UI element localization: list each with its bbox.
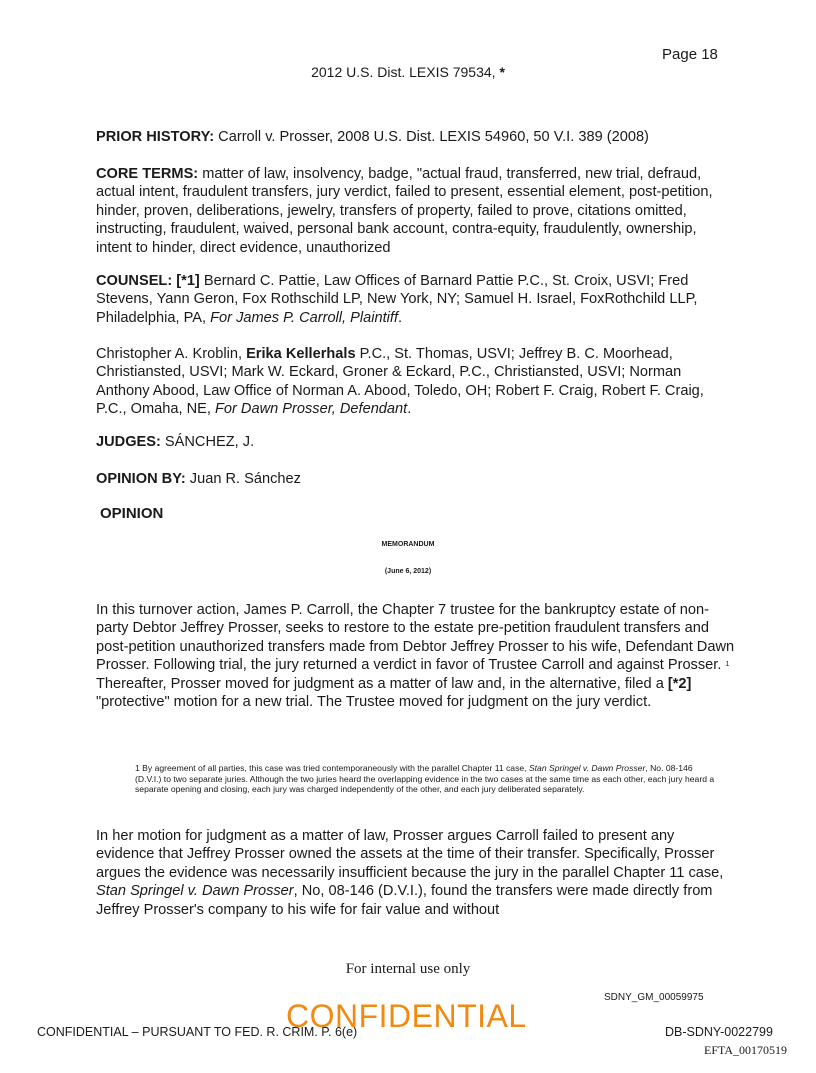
star-page-ref-2: [*2] <box>667 675 692 692</box>
opinion-paragraph-2 <box>96 827 736 919</box>
body1-text-a: In this turnover action, James P. Carroll, the Chapter 7 trustee for the bankruptcy estate of non-party Debtor Jeffrey Prosser, seeks to restore to the estate pre-petition fraudulent transfers and post-petition unauthorized transfers made from Debtor Jeffrey Prosser to his wife, Defendant Dawn Prosser. Following trial, the jury returned a verdict in favor of Trustee Carroll and against Prosser. <box>96 602 735 674</box>
prior-history-label: PRIOR HISTORY: <box>96 129 215 145</box>
citation-text: 2012 U.S. Dist. LEXIS 79534, <box>311 64 496 80</box>
footnote-case: Stan Springel v. Dawn Prosser <box>528 763 646 773</box>
prior-history-text: Carroll v. Prosser, 2008 U.S. Dist. LEXIS 54960, 50 V.I. 389 (2008) <box>214 129 649 145</box>
core-terms <box>96 165 736 257</box>
body1-text-c: "protective" motion for a new trial. The Trustee moved for judgment on the jury verdict. <box>96 694 652 711</box>
judges <box>96 433 736 451</box>
judges-label: JUDGES: <box>96 434 161 450</box>
counsel-defendant <box>96 345 736 419</box>
core-terms-label: CORE TERMS: <box>96 166 199 182</box>
counsel-defendant-text-a: Christopher A. Kroblin, <box>96 346 247 362</box>
bates-number-gm: SDNY_GM_00059975 <box>604 992 704 1003</box>
footnote-text-b: , No. 08-146 (D.V.I.) to two separate juries. Although the two juries heard the overlapping evidence in the two cases at the same time as each other, each jury heard a separate opening and closing, each jury was charged independently of the other, and each jury deliberated separately. <box>135 763 715 795</box>
opinion-by-label: OPINION BY: <box>96 471 186 487</box>
opinion-paragraph-1 <box>96 601 736 711</box>
running-citation <box>0 64 816 80</box>
footnote-marker[interactable]: 1 <box>725 661 730 669</box>
bates-number-db: DB-SDNY-0022799 <box>665 1025 773 1039</box>
counsel-plaintiff-end: . <box>398 309 403 326</box>
opinion-by-text: Juan R. Sánchez <box>185 471 301 487</box>
internal-use-notice: For internal use only <box>345 961 471 977</box>
footnote-text-a: 1 By agreement of all parties, this case was tried contemporaneously with the parallel Chapter 11 case, <box>135 763 529 773</box>
footnote-1 <box>135 763 715 795</box>
counsel-defendant-end: . <box>407 401 412 418</box>
efta-number: EFTA_00170519 <box>704 1043 788 1057</box>
citation-star: * <box>499 64 505 80</box>
counsel-defendant-name: Erika Kellerhals <box>246 346 356 362</box>
counsel-plaintiff-text: Bernard C. Pattie, Law Offices of Barnard Pattie P.C., St. Croix, USVI; Fred Stevens, Yann Geron, Fox Rothschild LP, New York, NY; Samuel H. Israel, FoxRothchild LLP, Philadelphia, PA, <box>96 273 698 326</box>
star-page-ref-1: [*1] <box>176 273 200 289</box>
body2-text-a: In her motion for judgment as a matter of law, Prosser argues Carroll failed to present any evidence that Jeffrey Prosser owned the assets at the time of their transfer. Specifically, Prosser argues the evidence was necessarily insufficient because the jury in the parallel Chapter 11 case, <box>96 828 724 881</box>
body1-text-b: Thereafter, Prosser moved for judgment as a matter of law and, in the alternative, filed a <box>96 675 668 692</box>
memorandum-title: MEMORANDUM <box>381 541 435 548</box>
body2-text-b: , No, 08-146 (D.V.I.), found the transfers were made directly from Jeffrey Prosser's company to his wife for fair value and without <box>96 883 713 918</box>
counsel-label: COUNSEL: <box>96 273 173 289</box>
memorandum-date: (June 6, 2012) <box>384 568 432 575</box>
counsel-defendant-party: For Dawn Prosser, Defendant <box>214 401 408 418</box>
page-number: Page 18 <box>662 46 718 63</box>
core-terms-text: matter of law, insolvency, badge, "actual fraud, transferred, new trial, defraud, actual intent, fraudulent transfers, jury verdict, failed to present, essential element, post-petition, hinder, proven, deliberations, jewelry, transfers of property, failed to prove, citations omitted, instructing, fraudulent, waived, personal bank account, contra-equity, fraudulently, ownership, intent to hinder, direct evidence, unauthorized <box>96 166 713 256</box>
opinion-heading: OPINION <box>100 505 164 522</box>
counsel-plaintiff <box>96 272 736 327</box>
judges-text: SÁNCHEZ, J. <box>160 434 255 450</box>
opinion-by <box>96 470 736 488</box>
prior-history <box>96 128 736 146</box>
body2-case: Stan Springel v. Dawn Prosser <box>96 883 294 900</box>
counsel-plaintiff-party: For James P. Carroll, Plaintiff <box>210 309 399 326</box>
counsel-defendant-text-b: P.C., St. Thomas, USVI; Jeffrey B. C. Moorhead, Christiansted, USVI; Mark W. Eckard, Groner & Eckard, P.C., Christiansted, USVI; Norman Anthony Abood, Law Office of Norman A. Abood, Toledo, OH; Robert F. Craig, Robert F. Craig, P.C., Omaha, NE, <box>96 346 704 418</box>
confidential-stamp: CONFIDENTIAL <box>286 998 527 1034</box>
confidential-notice: CONFIDENTIAL – PURSUANT TO FED. R. CRIM. P. 6(e) <box>37 1025 358 1039</box>
